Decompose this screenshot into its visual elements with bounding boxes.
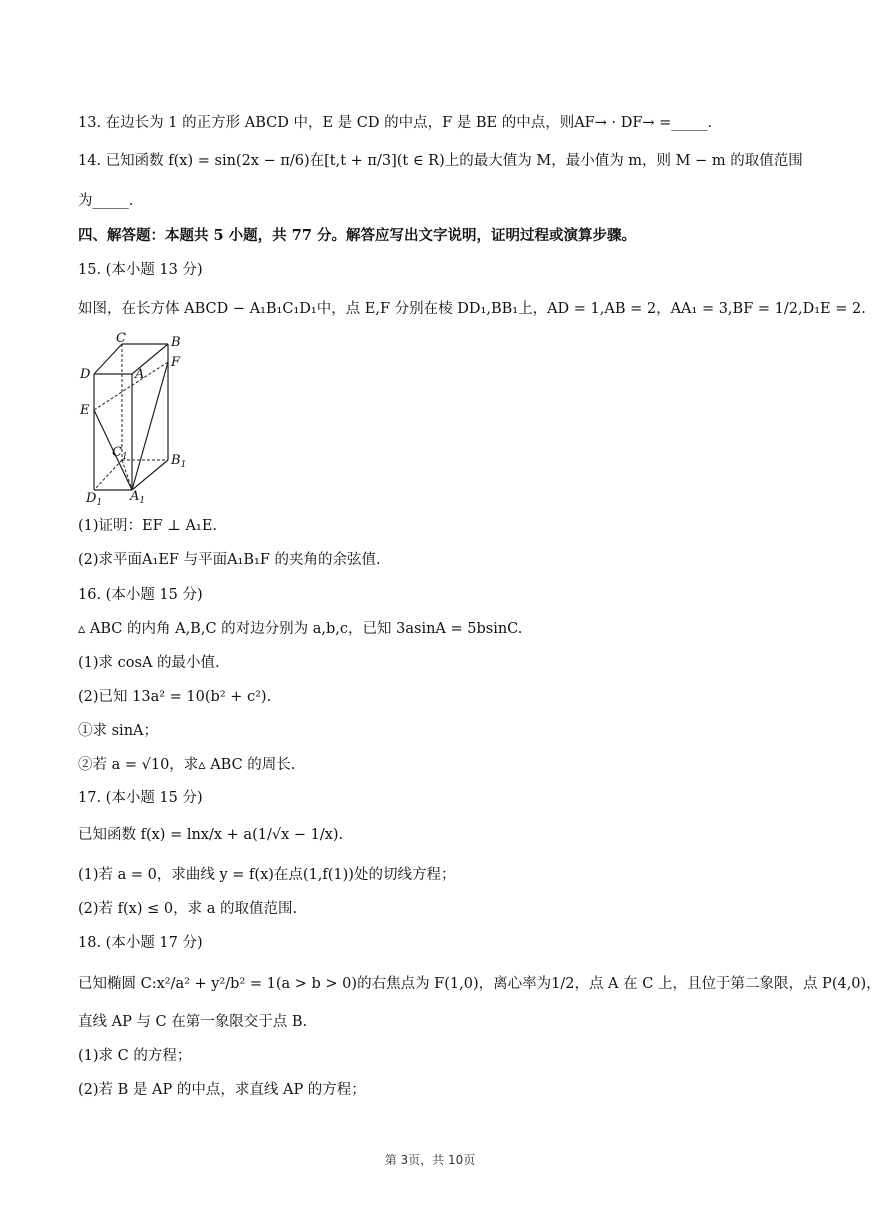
question-18-part-2: (2)若 B 是 AP 的中点，求直线 AP 的方程； <box>78 1082 366 1098</box>
question-17-part-1: (1)若 a = 0，求曲线 y = f(x)在点(1,f(1))处的切线方程； <box>78 867 456 883</box>
figure-label-a1: $A_1$ <box>130 489 146 506</box>
figure-label-b1: $B_1$ <box>171 453 187 470</box>
question-14-line-2: 为_____. <box>78 193 134 209</box>
figure-label-c1: $C_1$ <box>112 445 128 462</box>
question-16-heading: 16. (本小题 15 分) <box>78 587 203 603</box>
question-13: 13. 在边长为 1 的正方形 ABCD 中，E 是 CD 的中点，F 是 BE 的中点，则AF→ · DF→ =_____. <box>78 115 713 131</box>
figure-label-f: F <box>171 355 181 370</box>
question-17-stem: 已知函数 f(x) = lnx/x + a(1/√x − 1/x). <box>78 827 344 843</box>
question-15-part-2: (2)求平面A₁EF 与平面A₁B₁F 的夹角的余弦值. <box>78 552 381 568</box>
question-15-heading: 15. (本小题 13 分) <box>78 262 203 278</box>
question-18-stem-2: 直线 AP 与 C 在第一象限交于点 B. <box>78 1014 308 1030</box>
question-15-stem: 如图，在长方体 ABCD − A₁B₁C₁D₁中，点 E,F 分别在棱 DD₁,BB₁上，AD = 1,AB = 2，AA₁ = 3,BF = 1/2,D₁E = 2. <box>78 301 866 317</box>
question-18-stem-1: 已知椭圆 C:x²/a² + y²/b² = 1(a > b > 0)的右焦点为 F(1,0)，离心率为1/2，点 A 在 C 上，且位于第二象限，点 P(4,0)， <box>78 976 881 992</box>
question-16-part-2-ii: ②若 a = √10，求▵ ABC 的周长. <box>78 757 296 773</box>
question-17-part-2: (2)若 f(x) ≤ 0，求 a 的取值范围. <box>78 901 298 917</box>
figure-label-b: B <box>171 335 181 350</box>
question-16-part-2-i: ①求 sinA； <box>78 723 158 739</box>
question-14-line-1: 14. 已知函数 f(x) = sin(2x − π/6)在[t,t + π/3](t ∈ R)上的最大值为 M，最小值为 m，则 M − m 的取值范围 <box>78 153 803 169</box>
figure-label-a: A <box>135 367 145 382</box>
figure-label-c: C <box>116 331 126 346</box>
question-17-heading: 17. (本小题 15 分) <box>78 790 203 806</box>
page-footer: 第 3页，共 10页 <box>384 1153 476 1167</box>
question-18-heading: 18. (本小题 17 分) <box>78 935 203 951</box>
figure-label-e: E <box>80 403 90 418</box>
question-15-part-1: (1)证明：EF ⊥ A₁E. <box>78 518 218 534</box>
question-16-part-2: (2)已知 13a² = 10(b² + c²). <box>78 689 272 705</box>
question-18-part-1: (1)求 C 的方程； <box>78 1048 192 1064</box>
figure-label-d: D <box>80 367 91 382</box>
question-16-stem: ▵ ABC 的内角 A,B,C 的对边分别为 a,b,c，已知 3asinA = 5bsinC. <box>78 621 523 637</box>
figure-label-d1: $D_1$ <box>86 491 103 508</box>
question-16-part-1: (1)求 cosA 的最小值. <box>78 655 220 671</box>
cuboid-figure <box>78 331 198 508</box>
section-4-heading: 四、解答题：本题共 5 小题，共 77 分。解答应写出文字说明，证明过程或演算步骤。 <box>78 227 636 244</box>
